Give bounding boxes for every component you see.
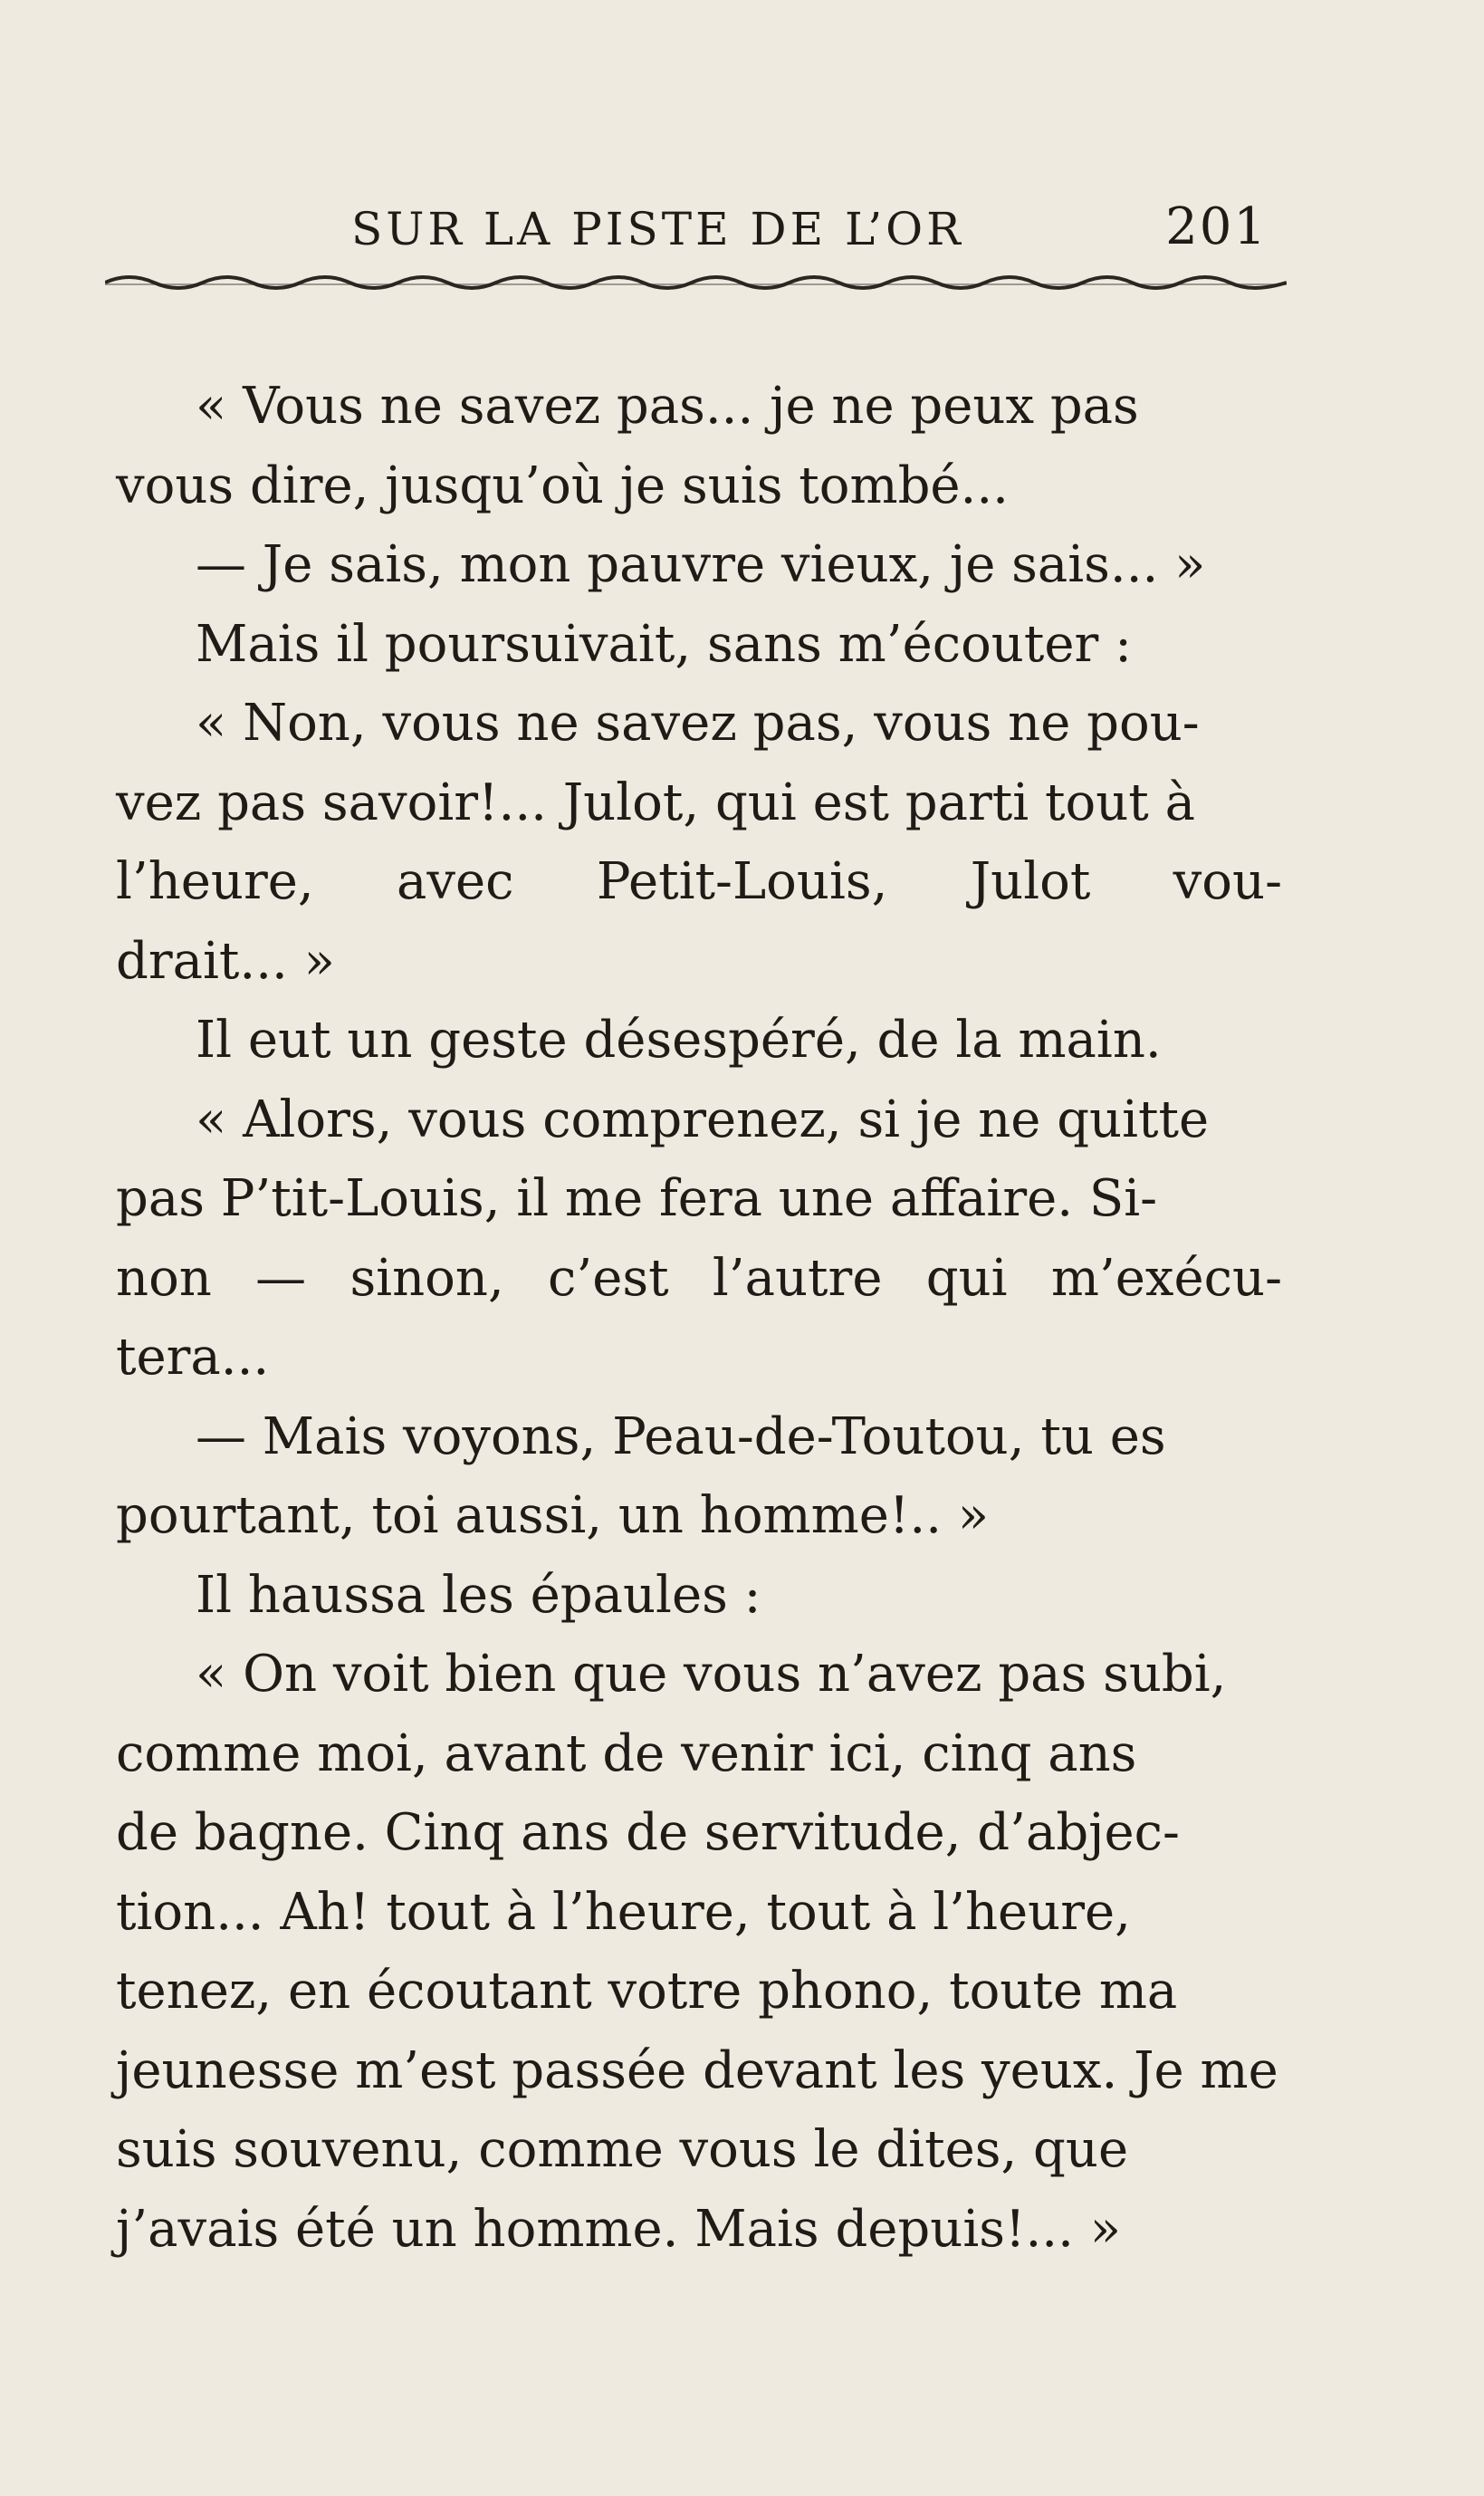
- text-line: — Mais voyons, Peau-de-Toutou, tu es: [196, 1406, 1166, 1466]
- text-line: Il eut un geste désespéré, de la main.: [196, 1011, 1162, 1070]
- text-line: tenez, en écoutant votre phono, toute ma: [116, 1962, 1178, 2021]
- text-line: tera...: [116, 1328, 270, 1387]
- text-line: drait... »: [116, 931, 335, 991]
- text-line: comme moi, avant de venir ici, cinq ans: [116, 1723, 1137, 1783]
- text-line: suis souvenu, comme vous le dites, que: [116, 2120, 1129, 2179]
- page-number: 201: [1165, 197, 1268, 256]
- text-line: vous dire, jusqu’où je suis tombé...: [116, 456, 1009, 515]
- text-line: vez pas savoir!... Julot, qui est parti tout à: [116, 773, 1195, 832]
- text-line: l’heure, avec Petit-Louis, Julot vou-: [116, 852, 1282, 911]
- decorative-rule: [105, 272, 1287, 292]
- running-header: [105, 190, 1293, 272]
- body-text: [116, 367, 1282, 2269]
- text-line: j’avais été un homme. Mais depuis!... »: [116, 2199, 1121, 2259]
- text-line: « Vous ne savez pas... je ne peux pas: [196, 377, 1139, 436]
- text-line: Mais il poursuivait, sans m’écouter :: [196, 614, 1132, 674]
- text-line: « Alors, vous comprenez, si je ne quitte: [196, 1090, 1210, 1149]
- text-line: pas P’tit-Louis, il me fera une affaire. Si-: [116, 1169, 1158, 1228]
- text-line: pourtant, toi aussi, un homme!.. »: [116, 1486, 990, 1545]
- text-line: « Non, vous ne savez pas, vous ne pou-: [196, 694, 1200, 753]
- text-line: tion... Ah! tout à l’heure, tout à l’heure,: [116, 1882, 1131, 1942]
- text-line: Il haussa les épaules :: [196, 1565, 761, 1625]
- text-line: « On voit bien que vous n’avez pas subi,: [196, 1645, 1227, 1704]
- text-line: non — sinon, c’est l’autre qui m’exécu-: [116, 1248, 1282, 1308]
- text-line: — Je sais, mon pauvre vieux, je sais... »: [196, 535, 1206, 594]
- text-line: jeunesse m’est passée devant les yeux. Je me: [116, 2040, 1278, 2100]
- running-title: SUR LA PISTE DE L’OR: [351, 203, 964, 255]
- text-line: de bagne. Cinq ans de servitude, d’abjec-: [116, 1803, 1180, 1862]
